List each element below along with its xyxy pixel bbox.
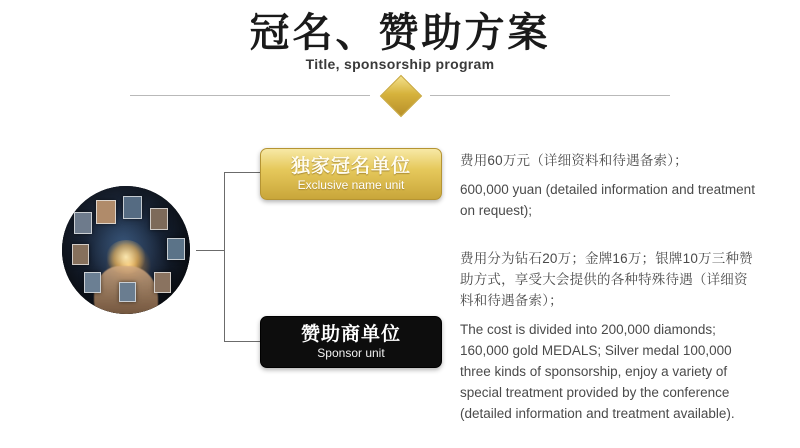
details-sponsor-cn: 费用分为钻石20万；金牌16万；银牌10万三种赞助方式，享受大会提供的各种特殊待遇（详细资料和待遇备索）； (460, 251, 753, 308)
details-exclusive-en: 600,000 yuan (detailed information and treatment on request); (460, 182, 755, 218)
photo-thumbnail (96, 200, 116, 224)
page-title-cn: 冠名、赞助方案 (249, 9, 551, 56)
photo-thumbnail (74, 212, 92, 234)
diamond-icon (380, 75, 422, 117)
connector-branch-bottom (224, 341, 260, 342)
photo-thumbnail (167, 238, 185, 260)
photo-thumbnail (84, 272, 101, 293)
photo-thumbnail (150, 208, 168, 230)
connector-stem (196, 250, 224, 251)
node-label-cn: 赞助商单位 (300, 323, 401, 345)
photo-thumbnail (123, 196, 142, 219)
node-sponsor-unit[interactable] (260, 316, 442, 368)
divider-left (130, 95, 370, 96)
photo-circle (62, 186, 190, 314)
divider-right (430, 95, 670, 96)
page-title-en: Title, sponsorship program (305, 56, 495, 72)
node-label-cn: 独家冠名单位 (290, 155, 411, 177)
connector-vertical (224, 172, 225, 341)
details-exclusive (460, 150, 760, 221)
node-label-en: Sponsor unit (317, 346, 385, 360)
node-label-en: Exclusive name unit (297, 178, 405, 192)
details-sponsor (460, 248, 760, 424)
connector-branch-top (224, 172, 260, 173)
node-exclusive-name-unit[interactable] (260, 148, 442, 200)
details-exclusive-cn: 费用60万元（详细资料和待遇备索）； (460, 153, 688, 168)
details-sponsor-en: The cost is divided into 200,000 diamonds; 160,000 gold MEDALS; Silver medal 100,000 three kinds of sponsorship, enjoy a variety of special treatment provided by the conference (detailed information and treatment available). (460, 322, 735, 421)
photo-thumbnail (119, 282, 136, 302)
photo-thumbnail (154, 272, 171, 293)
photo-thumbnail (72, 244, 89, 265)
